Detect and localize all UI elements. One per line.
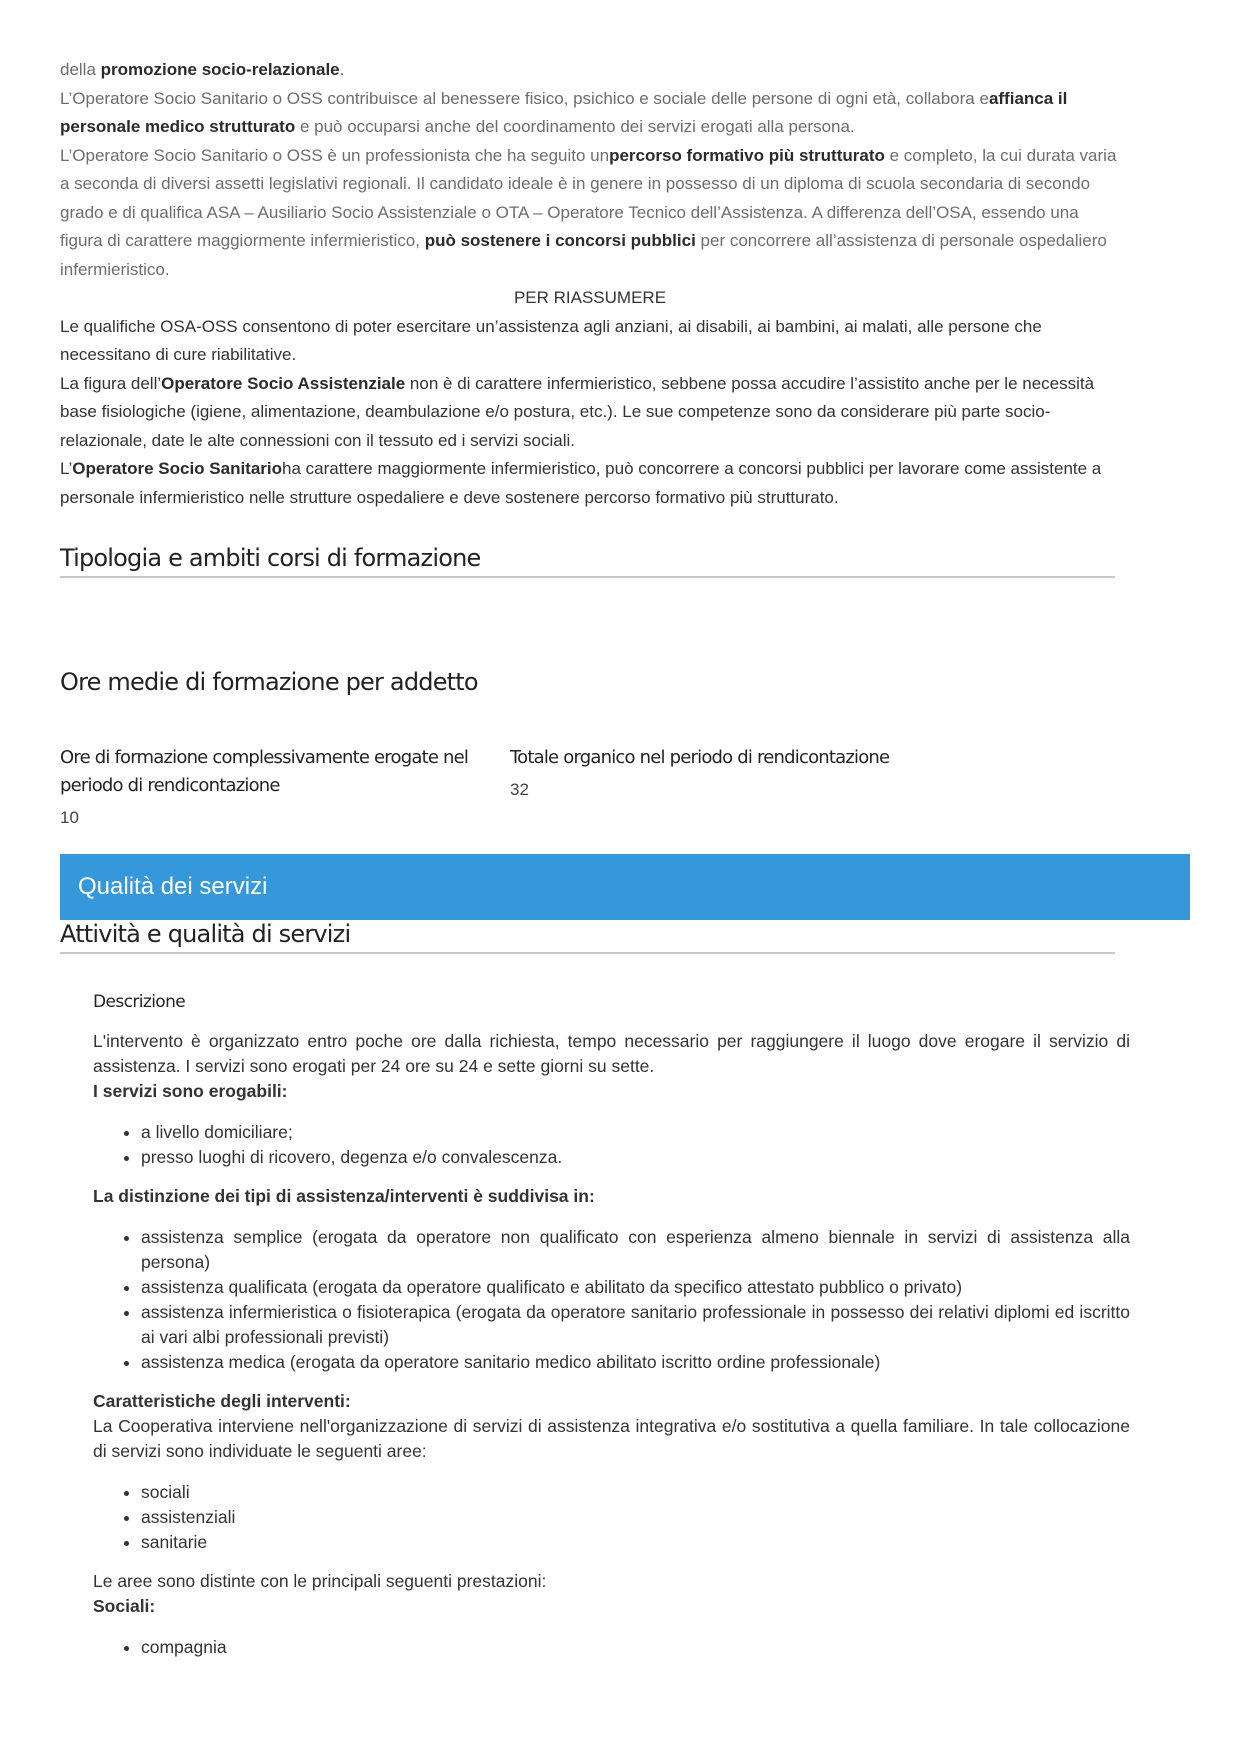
intro-paragraph-2: L’Operatore Socio Sanitario o OSS contribuisce al benessere fisico, psichico e sociale delle persone di ogni età, collabora eaffianca il personale medico strutturato e può occuparsi anche del coordinamento dei servizi erogati alla persona. [60, 88, 1068, 136]
summary-paragraph-2: La figura dell’Operatore Socio Assistenziale non è di carattere infermieristico, sebbene possa accudire l’assistito anche per le necessità base fisiologiche (igiene, alimentazione, deambulazione e/o postura, etc.). Le sue competenze sono da considerare più parte socio-relazionale, date le alte connessioni con il tessuto ed i servizi sociali. [60, 373, 1095, 450]
summary-paragraph-3: L’Operatore Socio Sanitarioha carattere maggiormente infermieristico, può concorrere a concorsi pubblici per lavorare come assistente a personale infermieristico nelle strutture ospedaliere e deve sostenere percorso formativo più strutturato. [60, 459, 1102, 507]
list-item: • assistenza infermieristica o fisioterapica (erogata da operatore sanitario professionale in possesso dei relativi diplomi ed iscritto ai vari albi professionali previsti) [141, 1300, 1130, 1350]
prestazioni-text: Le aree sono distinte con le principali seguenti prestazioni: [93, 1571, 547, 1591]
metric-staff-label: Totale organico nel periodo di rendicontazione [510, 747, 890, 768]
list-item: • assistenza medica (erogata da operatore sanitario medico abilitato iscritto ordine professionale) [141, 1350, 1130, 1375]
intro-paragraph-1: della promozione socio-relazionale. [60, 60, 345, 79]
list-item: • sanitarie [141, 1530, 1130, 1555]
description-card [93, 990, 1130, 1674]
metric-staff-value: 32 [510, 780, 529, 799]
section-title-ore: Ore medie di formazione per addetto [60, 668, 478, 696]
list-item: • assistenza qualificata (erogata da operatore qualificato e abilitato da specifico attestato pubblico o privato) [141, 1275, 1130, 1300]
sociali-list [93, 1635, 1130, 1660]
list-item: • assistenza semplice (erogata da operatore non qualificato con esperienza almeno biennale in servizi di assistenza alla persona) [141, 1225, 1130, 1275]
section-banner: Qualità dei servizi [60, 854, 1190, 920]
caratteristiche-title: Caratteristiche degli interventi: [93, 1391, 351, 1411]
intro-text [60, 56, 1120, 512]
aree-list [93, 1480, 1130, 1555]
intro-paragraph-3: L’Operatore Socio Sanitario o OSS è un professionista che ha seguito unpercorso formativo più strutturato e completo, la cui durata varia a seconda di diversi assetti legislativi regionali. Il candidato ideale è in genere in possesso di un diploma di scuola secondaria di secondo grado e di qualifica ASA – Ausiliario Socio Assistenziale o OTA – Operatore Tecnico dell’Assistenza. A differenza dell’OSA, essendo una figura di carattere maggiormente infermieristico, può sostenere i concorsi pubblici per concorrere all’assistenza di personale ospedaliero infermieristico. [60, 145, 1117, 279]
metric-hours-value: 10 [60, 808, 79, 827]
section-title-tipologia: Tipologia e ambiti corsi di formazione [60, 544, 1115, 578]
summary-title: PER RIASSUMERE [513, 288, 667, 307]
list-item: • compagnia [141, 1635, 1130, 1660]
distinzione-list [93, 1225, 1130, 1375]
caratteristiche-text: La Cooperativa interviene nell'organizzazione di servizi di assistenza integrativa e/o sostitutiva a quella familiare. In tale collocazione di servizi sono individuate le seguenti aree: [93, 1416, 1130, 1461]
list-item: • assistenziali [141, 1505, 1130, 1530]
sociali-title: Sociali: [93, 1596, 156, 1616]
summary-paragraph-1: Le qualifiche OSA-OSS consentono di poter esercitare un’assistenza agli anziani, ai disabili, ai bambini, ai malati, alle persone che necessitano di cure riabilitative. [60, 316, 1042, 364]
metric-hours-label: Ore di formazione complessivamente erogate nel periodo di rendicontazione [60, 747, 469, 796]
list-item: • presso luoghi di ricovero, degenza e/o convalescenza. [141, 1145, 1130, 1170]
description-intro: L'intervento è organizzato entro poche ore dalla richiesta, tempo necessario per raggiungere il luogo dove erogare il servizio di assistenza. I servizi sono erogati per 24 ore su 24 e sette giorni su sette. [93, 1031, 1130, 1076]
erogabili-title: I servizi sono erogabili: [93, 1081, 288, 1101]
erogabili-list [93, 1120, 1130, 1170]
section-title-attivita: Attività e qualità di servizi [60, 920, 1115, 954]
distinzione-title: La distinzione dei tipi di assistenza/interventi è suddivisa in: [93, 1186, 595, 1206]
description-label: Descrizione [93, 992, 186, 1012]
list-item: • sociali [141, 1480, 1130, 1505]
list-item: • a livello domiciliare; [141, 1120, 1130, 1145]
